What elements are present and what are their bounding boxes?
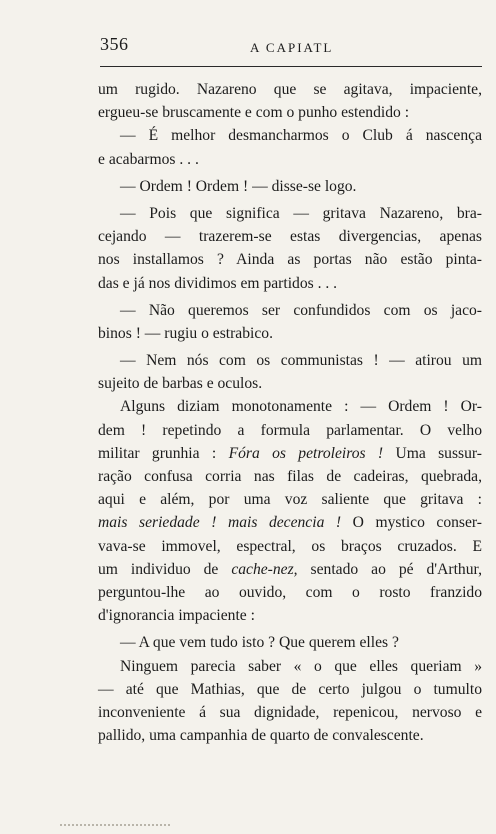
header-rule: [100, 66, 482, 67]
text-line: — É melhor desmancharmos o Club á nascença: [120, 127, 482, 145]
text-line: um rugido. Nazareno que se agitava, impaciente,: [98, 81, 482, 98]
body-text: [98, 78, 482, 747]
text-line: e acabarmos . . .: [98, 150, 199, 168]
text-line: [98, 511, 482, 534]
text-line: — A que vem tudo isto ? Que querem elles ?: [120, 634, 399, 652]
text-line: [98, 442, 482, 465]
page-header: [100, 34, 484, 64]
text-line: — Não queremos ser confundidos com os jaco-: [120, 301, 482, 319]
text-line: dem ! repetindo a formula parlamentar. O velho: [98, 421, 482, 439]
text-line: vava-se immovel, espectral, os braços cruzados. E: [98, 537, 482, 555]
text-line: — até que Mathias, que de certo julgou o tumulto: [98, 680, 482, 698]
text-span: O mystico conser-: [352, 514, 482, 532]
text-line: nos installamos ? Ainda as portas não estão pinta-: [98, 251, 482, 269]
text-line: ergueu-se bruscamente e com o punho estendido :: [98, 104, 410, 122]
italic-phrase: cache-nez,: [231, 560, 298, 578]
text-line: Alguns diziam monotonamente : — Ordem ! Or-: [120, 398, 482, 416]
text-line: [98, 558, 482, 581]
text-line: inconveniente á sua dignidade, repenicou, nervoso e: [98, 703, 482, 721]
text-line: aqui e além, por uma voz saliente que gritava :: [98, 491, 482, 509]
italic-phrase: mais seriedade ! mais decencia !: [98, 514, 342, 532]
text-line: sujeito de barbas e oculos.: [98, 375, 263, 393]
text-span: Uma sussur-: [395, 444, 482, 462]
text-line: — Nem nós com os communistas ! — atirou um: [120, 352, 482, 370]
text-line: Ninguem parecia saber « o que elles queriam »: [120, 657, 482, 675]
text-span: militar grunhia :: [98, 444, 217, 462]
text-line: — Pois que significa — gritava Nazareno, bra-: [120, 204, 482, 222]
text-span: um individuo de: [98, 560, 219, 578]
page-edge-mark: [60, 824, 170, 834]
text-line: das e já nos dividimos em partidos . . .: [98, 274, 338, 292]
text-line: d'ignorancia impaciente :: [98, 607, 255, 625]
running-title: A CAPIATL: [250, 40, 334, 55]
text-line: binos ! — rugiu o estrabico.: [98, 324, 273, 342]
italic-phrase: Fóra os petroleiros !: [228, 444, 384, 462]
text-line: perguntou-lhe ao ouvido, com o rosto franzido: [98, 583, 482, 601]
text-line: — Ordem ! Ordem ! — disse-se logo.: [120, 177, 357, 195]
text-line: pallido, uma campanhia de quarto de convalescente.: [98, 727, 424, 745]
page-number: 356: [100, 34, 129, 54]
text-line: ração confusa corria nas filas de cadeiras, quebrada,: [98, 468, 482, 485]
text-span: sentado ao pé d'Arthur,: [310, 560, 482, 578]
text-line: cejando — trazerem-se estas divergencias, apenas: [98, 228, 482, 246]
